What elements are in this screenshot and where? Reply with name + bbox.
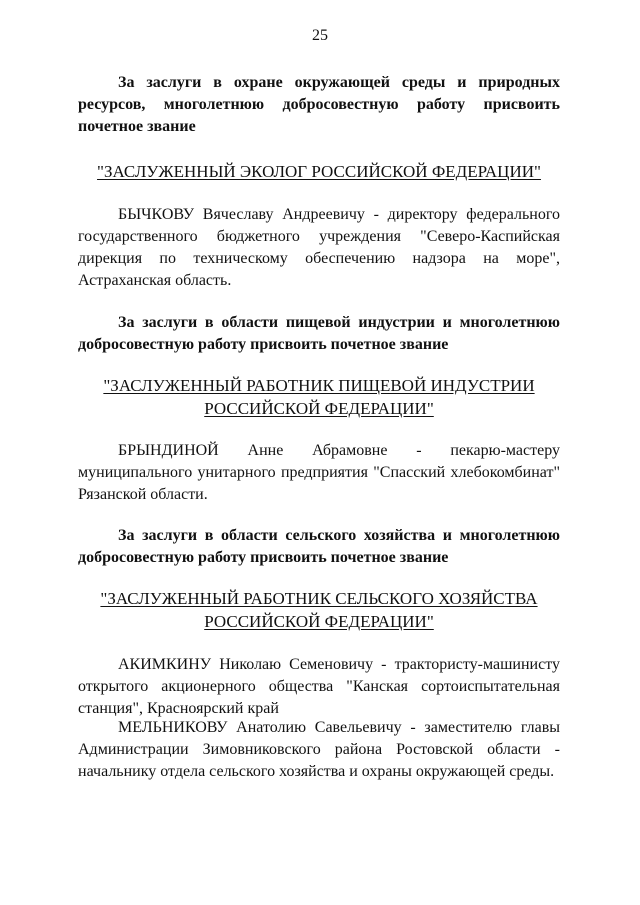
heading-line: ресурсов, многолетнюю добросовестную работу присвоить: [78, 96, 560, 113]
section-1-title: [70, 160, 568, 183]
heading-line: добросовестную работу присвоить почетное звание: [78, 336, 449, 353]
person-line: МЕЛЬНИКОВУ Анатолию Савельевичу - заместителю главы: [118, 719, 560, 736]
heading-line: За заслуги в области сельского хозяйства и многолетнюю: [118, 527, 560, 544]
section-2-title: [70, 374, 568, 420]
person-line: муниципального унитарного предприятия "Спасский хлебокомбинат": [78, 464, 560, 481]
section-1-person-1: [78, 204, 560, 292]
page-number: 25: [312, 27, 328, 44]
section-1-heading: [78, 72, 560, 138]
person-line: Астраханская область.: [78, 272, 232, 289]
person-line: начальнику отдела сельского хозяйства и охраны окружающей среды.: [78, 763, 555, 780]
heading-line: добросовестную работу присвоить почетное звание: [78, 549, 449, 566]
title-line: "ЗАСЛУЖЕННЫЙ РАБОТНИК СЕЛЬСКОГО ХОЗЯЙСТВА: [100, 589, 538, 608]
title-line: РОССИЙСКОЙ ФЕДЕРАЦИИ": [204, 612, 434, 631]
section-3-title: [70, 587, 568, 633]
title-line: РОССИЙСКОЙ ФЕДЕРАЦИИ": [204, 399, 434, 418]
person-line: станция", Красноярский край: [78, 700, 279, 717]
section-3-person-2: [78, 717, 560, 783]
section-2-person-1: [78, 440, 560, 506]
person-line: БРЫНДИНОЙ Анне Абрамовне - пекарю-мастеру: [118, 442, 560, 459]
heading-line: За заслуги в охране окружающей среды и природных: [118, 74, 560, 91]
person-line: Администрации Зимовниковского района Ростовской области -: [78, 741, 560, 758]
person-line: открытого акционерного общества "Канская сортоиспытательная: [78, 678, 560, 695]
title-line: "ЗАСЛУЖЕННЫЙ РАБОТНИК ПИЩЕВОЙ ИНДУСТРИИ: [103, 376, 535, 395]
title-line: "ЗАСЛУЖЕННЫЙ ЭКОЛОГ РОССИЙСКОЙ ФЕДЕРАЦИИ": [97, 162, 541, 181]
person-line: АКИМКИНУ Николаю Семеновичу - трактористу-машинисту: [118, 656, 560, 673]
heading-line: За заслуги в области пищевой индустрии и многолетнюю: [118, 314, 560, 331]
person-line: Рязанской области.: [78, 486, 208, 503]
section-3-person-1: [78, 654, 560, 720]
person-line: дирекция по техническому обеспечению надзора на море",: [78, 250, 560, 267]
section-3-heading: [78, 525, 560, 569]
section-2-heading: [78, 312, 560, 356]
person-line: государственного бюджетного учреждения "Северо-Каспийская: [78, 228, 560, 245]
heading-line: почетное звание: [78, 118, 196, 135]
person-line: БЫЧКОВУ Вячеславу Андреевичу - директору федерального: [118, 206, 560, 223]
